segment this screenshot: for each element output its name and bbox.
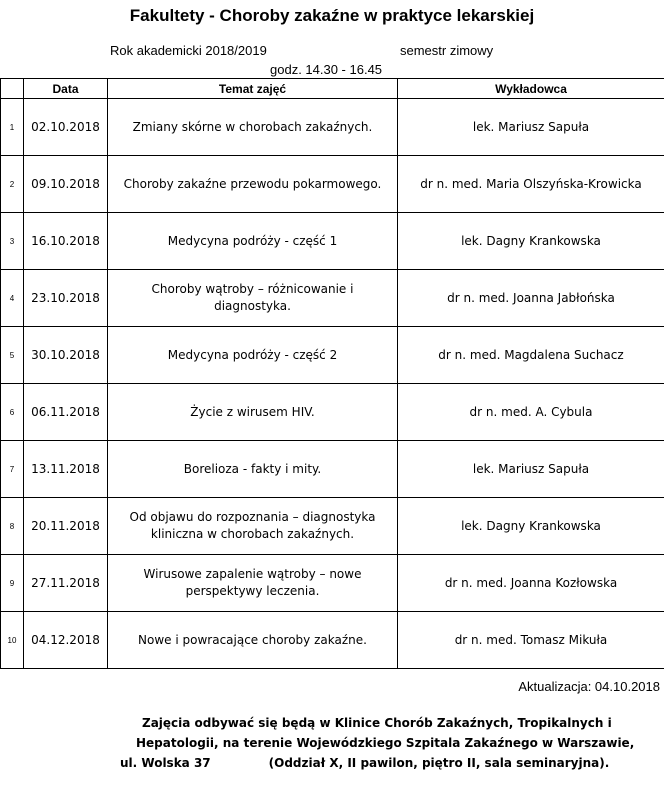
- location-address: ul. Wolska 37: [120, 756, 211, 770]
- row-topic: Nowe i powracające choroby zakaźne.: [108, 612, 398, 669]
- row-date: 30.10.2018: [24, 327, 108, 384]
- row-lecturer: dr n. med. Joanna Kozłowska: [398, 555, 664, 612]
- document-title: Fakultety - Choroby zakaźne w praktyce lekarskiej: [129, 6, 535, 25]
- row-date: 20.11.2018: [24, 498, 108, 555]
- row-number: 2: [1, 156, 24, 213]
- row-number: 3: [1, 213, 24, 270]
- row-lecturer: dr n. med. Maria Olszyńska-Krowicka: [398, 156, 664, 213]
- row-topic: Choroby wątroby – różnicowanie i diagnostyka.: [108, 270, 398, 327]
- row-number: 4: [1, 270, 24, 327]
- location-line-1: Zajęcia odbywać się będą w Klinice Chorób Zakaźnych, Tropikalnych i: [142, 716, 612, 730]
- location-note: [120, 713, 660, 773]
- row-topic: Medycyna podróży - część 1: [108, 213, 398, 270]
- row-lecturer: dr n. med. Magdalena Suchacz: [398, 327, 664, 384]
- row-lecturer: lek. Dagny Krankowska: [398, 498, 664, 555]
- row-topic: Zmiany skórne w chorobach zakaźnych.: [108, 99, 398, 156]
- table-row: [1, 156, 664, 213]
- academic-year: Rok akademicki 2018/2019: [110, 43, 267, 58]
- row-topic: Życie z wirusem HIV.: [108, 384, 398, 441]
- row-topic: Od objawu do rozpoznania – diagnostyka kliniczna w chorobach zakaźnych.: [108, 498, 398, 555]
- row-date: 09.10.2018: [24, 156, 108, 213]
- table-row: [1, 498, 664, 555]
- location-line-3: [120, 753, 660, 773]
- table-row: [1, 384, 664, 441]
- row-number: 5: [1, 327, 24, 384]
- table-row: [1, 612, 664, 669]
- row-date: 02.10.2018: [24, 99, 108, 156]
- table-header-row: [1, 79, 664, 99]
- table-row: [1, 555, 664, 612]
- row-lecturer: lek. Dagny Krankowska: [398, 213, 664, 270]
- table-row: [1, 213, 664, 270]
- row-lecturer: dr n. med. Tomasz Mikuła: [398, 612, 664, 669]
- update-date: Aktualizacja: 04.10.2018: [518, 679, 660, 694]
- row-date: 06.11.2018: [24, 384, 108, 441]
- row-number: 7: [1, 441, 24, 498]
- column-header-number: [1, 79, 24, 99]
- table-row: [1, 270, 664, 327]
- row-topic: Choroby zakaźne przewodu pokarmowego.: [108, 156, 398, 213]
- row-number: 9: [1, 555, 24, 612]
- column-header-date: Data: [24, 79, 108, 99]
- table-row: [1, 327, 664, 384]
- row-lecturer: lek. Mariusz Sapuła: [398, 99, 664, 156]
- row-number: 6: [1, 384, 24, 441]
- row-topic: Medycyna podróży - część 2: [108, 327, 398, 384]
- column-header-lecturer: Wykładowca: [398, 79, 664, 99]
- row-topic: Borelioza - fakty i mity.: [108, 441, 398, 498]
- table-row: [1, 99, 664, 156]
- row-date: 13.11.2018: [24, 441, 108, 498]
- row-lecturer: dr n. med. Joanna Jabłońska: [398, 270, 664, 327]
- schedule-table: [0, 78, 664, 669]
- semester: semestr zimowy: [400, 43, 494, 58]
- location-line-2: Hepatologii, na terenie Wojewódzkiego Szpitala Zakaźnego w Warszawie,: [136, 736, 635, 750]
- row-number: 8: [1, 498, 24, 555]
- row-lecturer: lek. Mariusz Sapuła: [398, 441, 664, 498]
- table-row: [1, 441, 664, 498]
- location-room: (Oddział X, II pawilon, piętro II, sala seminaryjna).: [268, 756, 610, 770]
- row-date: 27.11.2018: [24, 555, 108, 612]
- row-date: 04.12.2018: [24, 612, 108, 669]
- column-header-topic: Temat zajęć: [108, 79, 398, 99]
- class-hours: godz. 14.30 - 16.45: [270, 62, 383, 77]
- row-topic: Wirusowe zapalenie wątroby – nowe perspektywy leczenia.: [108, 555, 398, 612]
- row-date: 23.10.2018: [24, 270, 108, 327]
- row-number: 1: [1, 99, 24, 156]
- row-number: 10: [1, 612, 24, 669]
- row-lecturer: dr n. med. A. Cybula: [398, 384, 664, 441]
- row-date: 16.10.2018: [24, 213, 108, 270]
